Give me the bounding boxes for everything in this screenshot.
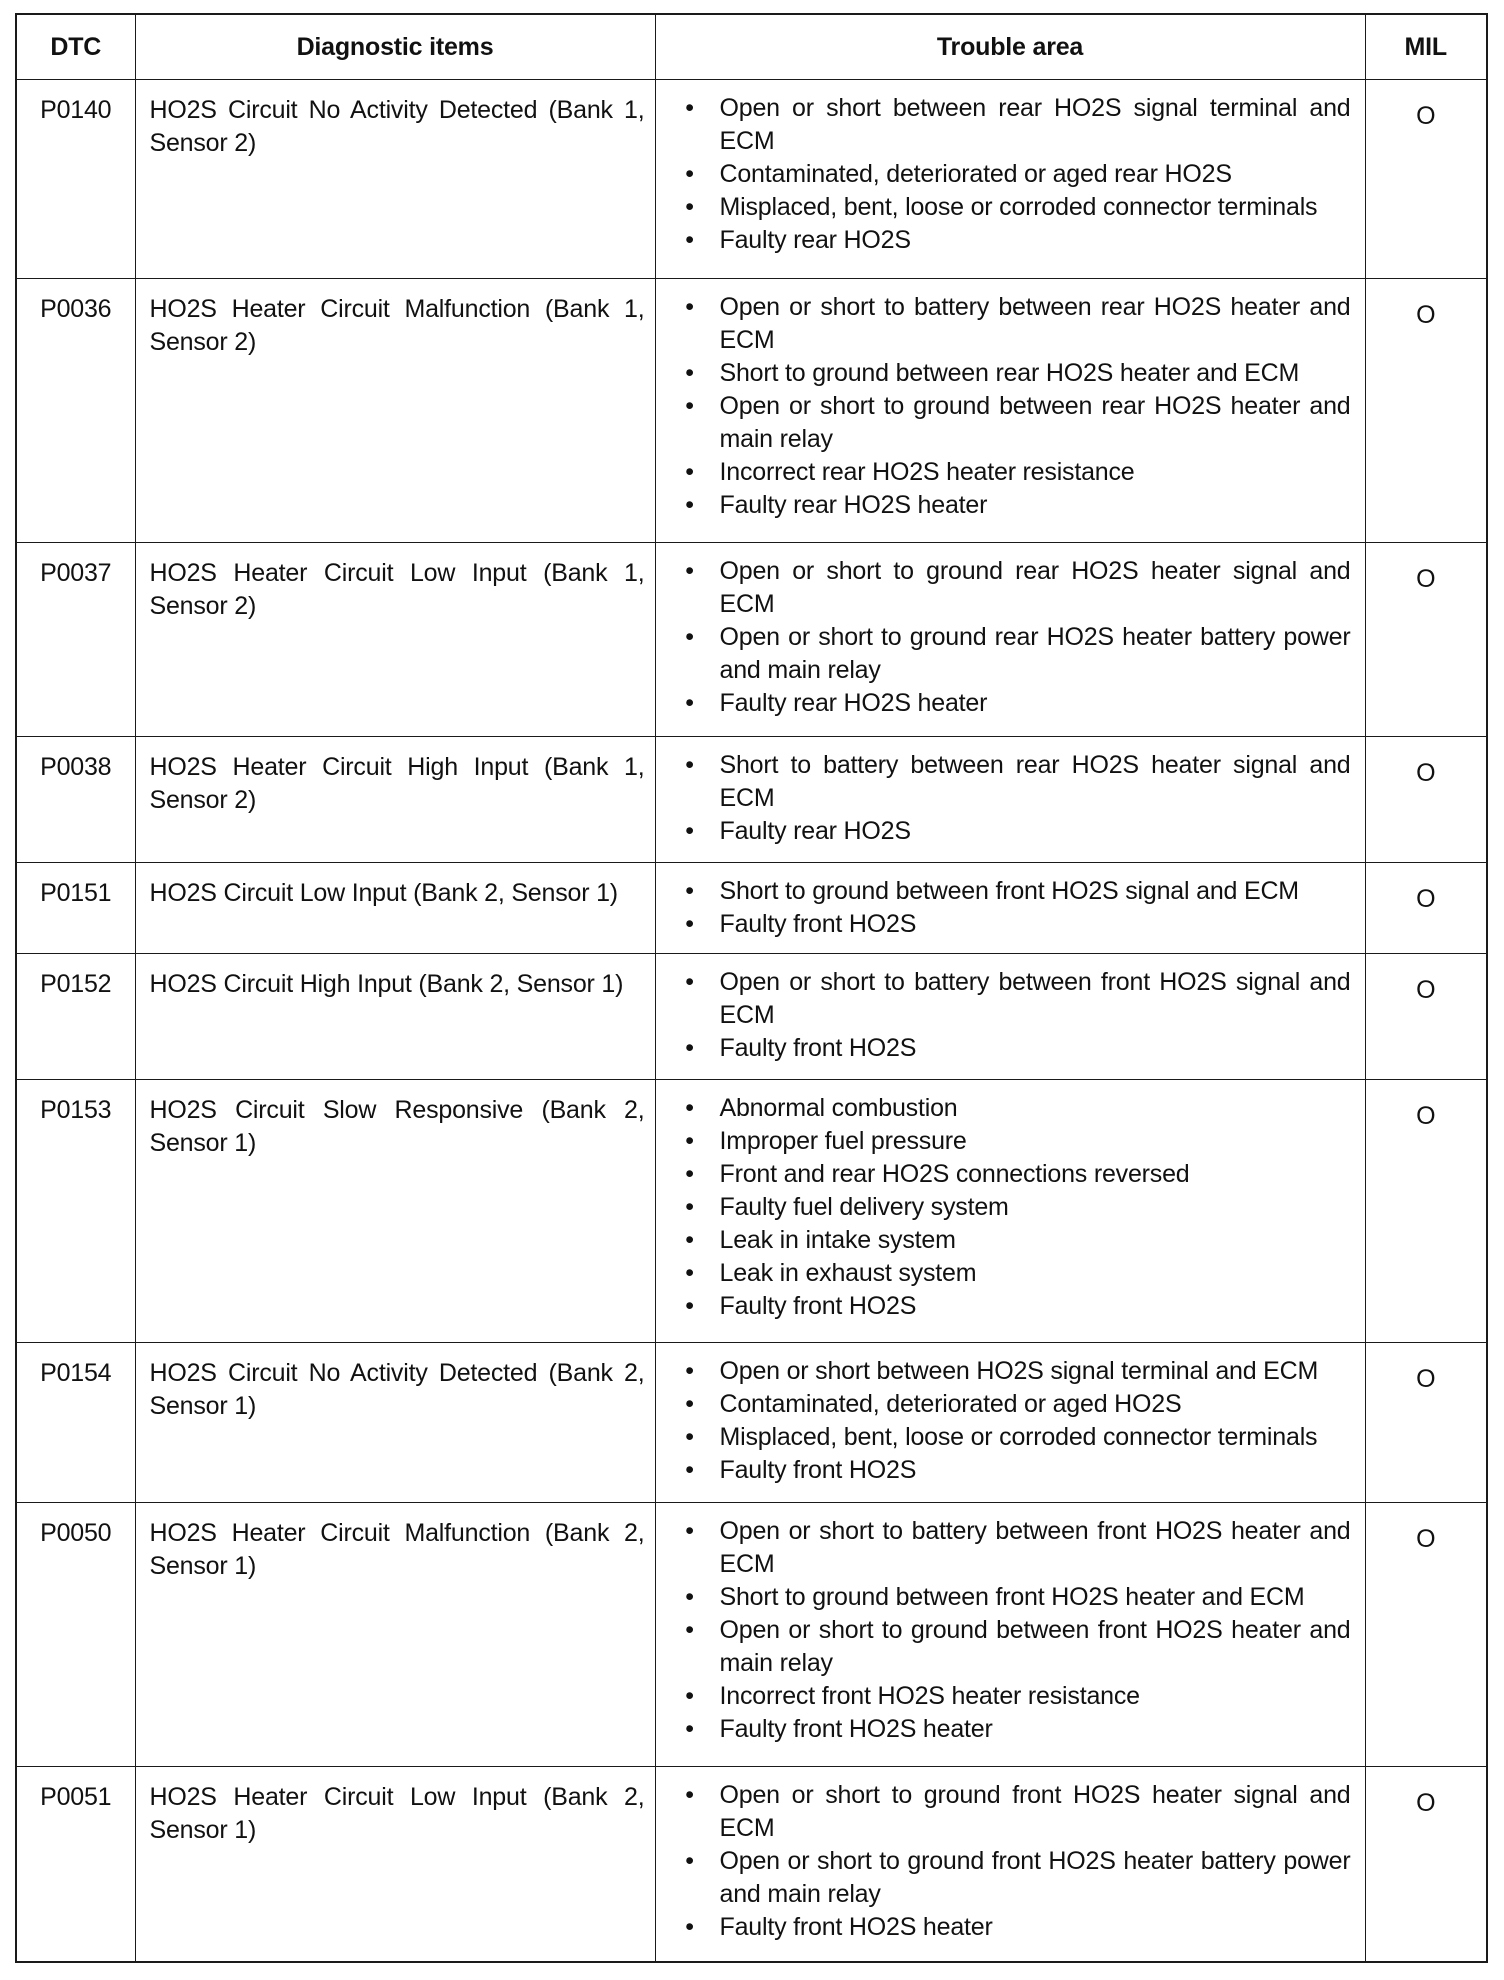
trouble-area bbox=[655, 1079, 1365, 1343]
table-body bbox=[16, 80, 1487, 1963]
cause-item bbox=[668, 1092, 1351, 1125]
cause-text: Open or short to ground between rear HO2S heater and main relay bbox=[719, 391, 1351, 453]
cause-text: Leak in intake system bbox=[719, 1225, 956, 1254]
cause-item bbox=[668, 1845, 1351, 1911]
bullet-icon: • bbox=[685, 1616, 694, 1645]
cause-item bbox=[668, 1614, 1351, 1680]
bullet-icon: • bbox=[685, 967, 694, 996]
cause-text: Faulty front HO2S bbox=[719, 1291, 917, 1320]
bullet-icon: • bbox=[685, 1159, 694, 1188]
cause-list bbox=[668, 1355, 1351, 1487]
cause-item bbox=[668, 1191, 1351, 1224]
diagnostic-item: HO2S Circuit No Activity Detected (Bank 1, Sensor 2) bbox=[135, 80, 655, 279]
cause-text: Improper fuel pressure bbox=[719, 1126, 967, 1155]
cause-item bbox=[668, 1779, 1351, 1845]
cause-item bbox=[668, 92, 1351, 158]
cause-item bbox=[668, 1257, 1351, 1290]
cause-text: Misplaced, bent, loose or corroded connector terminals bbox=[719, 193, 1318, 221]
dtc-code: P0037 bbox=[16, 542, 135, 737]
cause-text: Incorrect front HO2S heater resistance bbox=[719, 1682, 1140, 1711]
trouble-area bbox=[655, 737, 1365, 863]
bullet-icon: • bbox=[685, 1291, 694, 1320]
cause-item bbox=[668, 1125, 1351, 1158]
cause-text: Leak in exhaust system bbox=[719, 1258, 977, 1287]
cause-item bbox=[668, 224, 1351, 257]
cause-item bbox=[668, 966, 1351, 1032]
bullet-icon: • bbox=[685, 490, 694, 519]
diagnostic-item: HO2S Circuit Slow Responsive (Bank 2, Sensor 1) bbox=[135, 1079, 655, 1343]
cause-text: Open or short to ground rear HO2S heater battery power and main relay bbox=[719, 622, 1351, 684]
bullet-icon: • bbox=[685, 1583, 694, 1612]
cause-text: Faulty fuel delivery system bbox=[719, 1192, 1009, 1221]
cause-list bbox=[668, 92, 1351, 257]
mil-indicator: O bbox=[1365, 1503, 1487, 1767]
cause-text: Open or short to battery between front HO2S heater and ECM bbox=[719, 1517, 1351, 1579]
cause-item bbox=[668, 1355, 1351, 1388]
trouble-area bbox=[655, 80, 1365, 279]
cause-list bbox=[668, 555, 1351, 720]
cause-text: Open or short between rear HO2S signal terminal and ECM bbox=[719, 94, 1351, 155]
cause-text: Faulty rear HO2S heater bbox=[719, 490, 988, 519]
bullet-icon: • bbox=[685, 1357, 694, 1386]
bullet-icon: • bbox=[685, 1126, 694, 1155]
trouble-area bbox=[655, 278, 1365, 542]
cause-text: Contaminated, deteriorated or aged rear HO2S bbox=[719, 160, 1232, 188]
cause-text: Open or short to ground front HO2S heater battery power and main relay bbox=[719, 1847, 1351, 1909]
header-mil: MIL bbox=[1365, 14, 1487, 80]
diagnostic-item: HO2S Heater Circuit Malfunction (Bank 1, Sensor 2) bbox=[135, 278, 655, 542]
bullet-icon: • bbox=[685, 688, 694, 717]
cause-item bbox=[668, 291, 1351, 357]
dtc-code: P0151 bbox=[16, 862, 135, 953]
cause-item bbox=[668, 158, 1351, 191]
cause-item bbox=[668, 1224, 1351, 1257]
diagnostic-item: HO2S Heater Circuit Low Input (Bank 2, Sensor 1) bbox=[135, 1767, 655, 1962]
table-row bbox=[16, 953, 1487, 1079]
bullet-icon: • bbox=[685, 358, 694, 387]
bullet-icon: • bbox=[685, 391, 694, 420]
cause-text: Short to ground between rear HO2S heater and ECM bbox=[719, 358, 1300, 387]
bullet-icon: • bbox=[685, 1682, 694, 1711]
cause-text: Faulty front HO2S heater bbox=[719, 1913, 993, 1942]
cause-text: Incorrect rear HO2S heater resistance bbox=[719, 457, 1135, 486]
diagnostic-item: HO2S Circuit No Activity Detected (Bank 2, Sensor 1) bbox=[135, 1343, 655, 1503]
dtc-code: P0038 bbox=[16, 737, 135, 863]
dtc-code: P0154 bbox=[16, 1343, 135, 1503]
cause-text: Front and rear HO2S connections reversed bbox=[719, 1159, 1190, 1188]
table-row bbox=[16, 278, 1487, 542]
cause-text: Abnormal combustion bbox=[719, 1093, 958, 1122]
bullet-icon: • bbox=[685, 1847, 694, 1876]
header-row bbox=[16, 14, 1487, 80]
cause-text: Open or short to battery between rear HO2S heater and ECM bbox=[719, 292, 1351, 354]
header-trouble-area: Trouble area bbox=[655, 14, 1365, 80]
trouble-area bbox=[655, 1767, 1365, 1962]
table-row bbox=[16, 1767, 1487, 1962]
bullet-icon: • bbox=[685, 193, 694, 221]
mil-indicator: O bbox=[1365, 1767, 1487, 1962]
dtc-code: P0153 bbox=[16, 1079, 135, 1343]
bullet-icon: • bbox=[685, 622, 694, 651]
cause-text: Faulty front HO2S bbox=[719, 1033, 917, 1062]
table-row bbox=[16, 1343, 1487, 1503]
mil-indicator: O bbox=[1365, 1343, 1487, 1503]
bullet-icon: • bbox=[685, 556, 694, 585]
cause-text: Faulty rear HO2S bbox=[719, 817, 911, 846]
cause-text: Open or short to ground rear HO2S heater signal and ECM bbox=[719, 556, 1351, 618]
table-row bbox=[16, 80, 1487, 279]
cause-text: Open or short to battery between front HO2S signal and ECM bbox=[719, 967, 1351, 1029]
trouble-area bbox=[655, 1503, 1365, 1767]
cause-text: Faulty front HO2S bbox=[719, 909, 917, 938]
cause-text: Open or short to ground front HO2S heater signal and ECM bbox=[719, 1781, 1351, 1843]
cause-item bbox=[668, 456, 1351, 489]
bullet-icon: • bbox=[685, 457, 694, 486]
mil-indicator: O bbox=[1365, 542, 1487, 737]
bullet-icon: • bbox=[685, 1456, 694, 1485]
diagnostic-item: HO2S Circuit High Input (Bank 2, Sensor 1) bbox=[135, 953, 655, 1079]
table-row bbox=[16, 737, 1487, 863]
bullet-icon: • bbox=[685, 817, 694, 846]
bullet-icon: • bbox=[685, 1913, 694, 1942]
cause-text: Open or short to ground between front HO2S heater and main relay bbox=[719, 1616, 1351, 1678]
bullet-icon: • bbox=[685, 94, 694, 122]
bullet-icon: • bbox=[685, 876, 694, 905]
bullet-icon: • bbox=[685, 1033, 694, 1062]
cause-item bbox=[668, 621, 1351, 687]
dtc-code: P0152 bbox=[16, 953, 135, 1079]
bullet-icon: • bbox=[685, 1225, 694, 1254]
dtc-code: P0140 bbox=[16, 80, 135, 279]
bullet-icon: • bbox=[685, 909, 694, 938]
cause-item bbox=[668, 1158, 1351, 1191]
bullet-icon: • bbox=[685, 1258, 694, 1287]
cause-item bbox=[668, 815, 1351, 848]
table-row bbox=[16, 1079, 1487, 1343]
cause-text: Misplaced, bent, loose or corroded connector terminals bbox=[719, 1423, 1318, 1452]
cause-list bbox=[668, 1092, 1351, 1323]
bullet-icon: • bbox=[685, 1781, 694, 1810]
table-row bbox=[16, 542, 1487, 737]
bullet-icon: • bbox=[685, 751, 694, 780]
cause-text: Short to ground between front HO2S signal and ECM bbox=[719, 876, 1299, 905]
cause-text: Short to battery between rear HO2S heater signal and ECM bbox=[719, 751, 1351, 813]
header-dtc: DTC bbox=[16, 14, 135, 80]
dtc-code: P0051 bbox=[16, 1767, 135, 1962]
cause-item bbox=[668, 1713, 1351, 1746]
cause-item bbox=[668, 1388, 1351, 1421]
cause-list bbox=[668, 291, 1351, 522]
bullet-icon: • bbox=[685, 1093, 694, 1122]
table-row bbox=[16, 1503, 1487, 1767]
cause-list bbox=[668, 749, 1351, 848]
cause-text: Short to ground between front HO2S heater and ECM bbox=[719, 1583, 1305, 1612]
bullet-icon: • bbox=[685, 160, 694, 188]
cause-item bbox=[668, 1911, 1351, 1944]
table-row bbox=[16, 862, 1487, 953]
cause-item bbox=[668, 1581, 1351, 1614]
mil-indicator: O bbox=[1365, 80, 1487, 279]
cause-item bbox=[668, 875, 1351, 908]
cause-text: Faulty rear HO2S heater bbox=[719, 688, 988, 717]
cause-item bbox=[668, 390, 1351, 456]
cause-item bbox=[668, 357, 1351, 390]
cause-text: Contaminated, deteriorated or aged HO2S bbox=[719, 1390, 1182, 1419]
diagnostic-item: HO2S Heater Circuit Malfunction (Bank 2, Sensor 1) bbox=[135, 1503, 655, 1767]
bullet-icon: • bbox=[685, 1517, 694, 1546]
bullet-icon: • bbox=[685, 1192, 694, 1221]
mil-indicator: O bbox=[1365, 278, 1487, 542]
cause-item bbox=[668, 1421, 1351, 1454]
cause-item bbox=[668, 489, 1351, 522]
diagnostic-item: HO2S Heater Circuit Low Input (Bank 1, Sensor 2) bbox=[135, 542, 655, 737]
cause-item bbox=[668, 555, 1351, 621]
trouble-area bbox=[655, 1343, 1365, 1503]
cause-item bbox=[668, 1032, 1351, 1065]
cause-item bbox=[668, 191, 1351, 224]
cause-text: Faulty front HO2S bbox=[719, 1456, 917, 1485]
mil-indicator: O bbox=[1365, 1079, 1487, 1343]
cause-item bbox=[668, 1680, 1351, 1713]
cause-item bbox=[668, 687, 1351, 720]
mil-indicator: O bbox=[1365, 737, 1487, 863]
cause-item bbox=[668, 908, 1351, 941]
cause-list bbox=[668, 1779, 1351, 1944]
bullet-icon: • bbox=[685, 1390, 694, 1419]
bullet-icon: • bbox=[685, 226, 694, 254]
diagnostic-item: HO2S Heater Circuit High Input (Bank 1, Sensor 2) bbox=[135, 737, 655, 863]
bullet-icon: • bbox=[685, 1715, 694, 1744]
trouble-area bbox=[655, 542, 1365, 737]
cause-item bbox=[668, 1454, 1351, 1487]
dtc-table bbox=[15, 13, 1488, 1963]
cause-item bbox=[668, 1290, 1351, 1323]
cause-list bbox=[668, 875, 1351, 941]
cause-list bbox=[668, 1515, 1351, 1746]
dtc-code: P0050 bbox=[16, 1503, 135, 1767]
dtc-code: P0036 bbox=[16, 278, 135, 542]
cause-text: Faulty rear HO2S bbox=[719, 226, 911, 254]
cause-list bbox=[668, 966, 1351, 1065]
cause-item bbox=[668, 749, 1351, 815]
mil-indicator: O bbox=[1365, 862, 1487, 953]
diagnostic-item: HO2S Circuit Low Input (Bank 2, Sensor 1) bbox=[135, 862, 655, 953]
trouble-area bbox=[655, 862, 1365, 953]
bullet-icon: • bbox=[685, 1423, 694, 1452]
mil-indicator: O bbox=[1365, 953, 1487, 1079]
trouble-area bbox=[655, 953, 1365, 1079]
header-diagnostic-items: Diagnostic items bbox=[135, 14, 655, 80]
cause-item bbox=[668, 1515, 1351, 1581]
cause-text: Faulty front HO2S heater bbox=[719, 1715, 993, 1744]
bullet-icon: • bbox=[685, 292, 694, 321]
dtc-table-page bbox=[15, 13, 1486, 1963]
cause-text: Open or short between HO2S signal terminal and ECM bbox=[719, 1357, 1319, 1386]
